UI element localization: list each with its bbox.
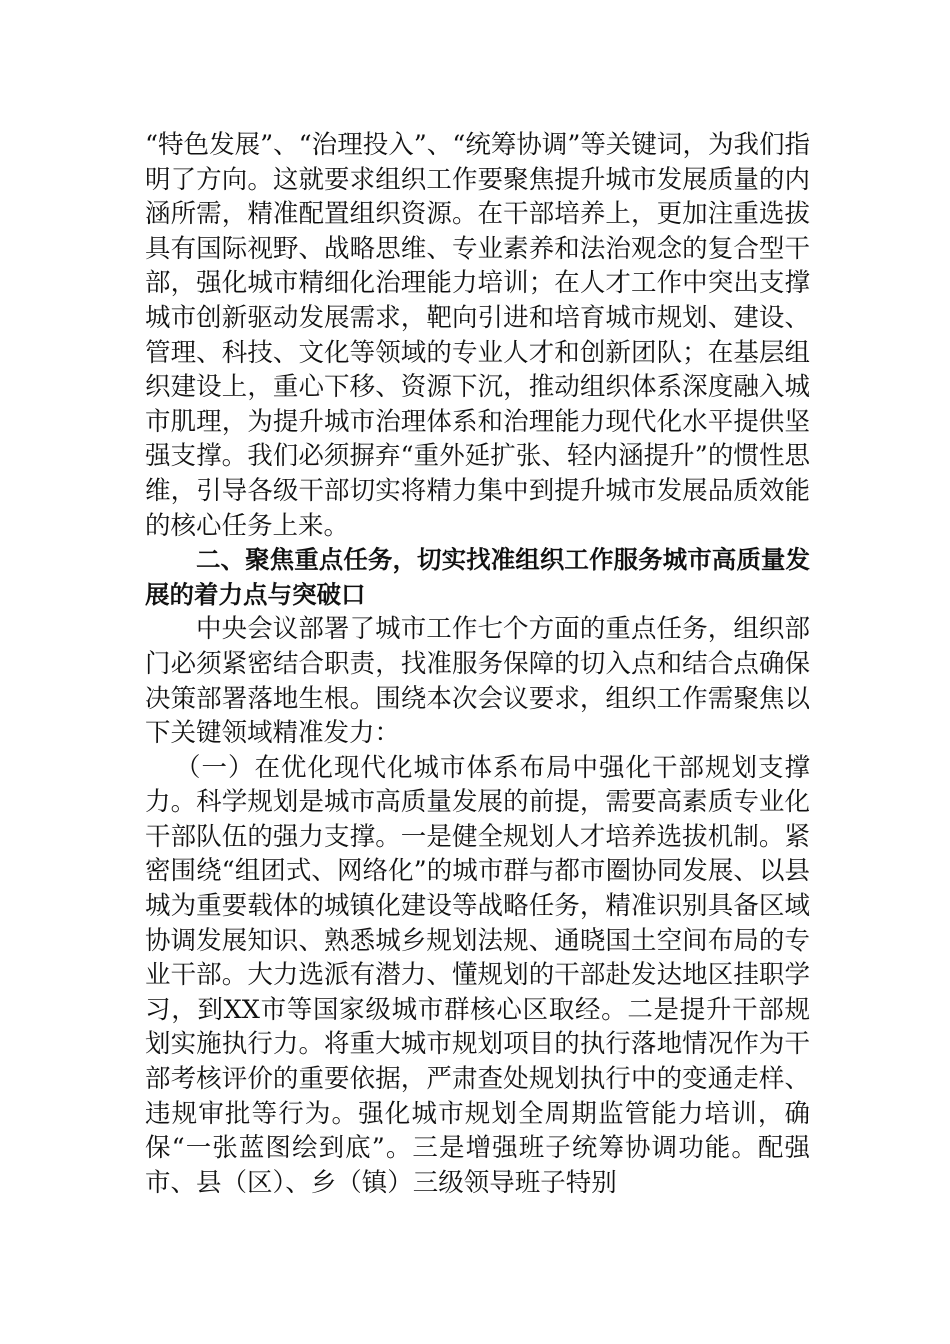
paragraph-subsection-one: （一）在优化现代化城市体系布局中强化干部规划支撑力。科学规划是城市高质量发展的前提，需要高素质专业化干部队伍的强力支撑。一是健全规划人才培养选拔机制。紧密围绕“组团式、网络化”的城市群与都市圈协同发展、以县城为重要载体的城镇化建设等战略任务，精准识别具备区域协调发展知识、熟悉城乡规划法规、通晓国土空间布局的专业干部。大力选派有潜力、懂规划的干部赴发达地区挂职学习，到XX市等国家级城市群核心区取经。二是提升干部规划实施执行力。将重大城市规划项目的执行落地情况作为干部考核评价的重要依据，严肃查处规划执行中的变通走样、违规审批等行为。强化城市规划全周期监管能力培训，确保“一张蓝图绘到底”。三是增强班子统筹协调功能。配强市、县（区）、乡（镇）三级领导班子特别 bbox=[145, 752, 810, 1198]
paragraph-central-meeting: 中央会议部署了城市工作七个方面的重点任务，组织部门必须紧密结合职责，找准服务保障的切入点和结合点确保决策部署落地生根。围绕本次会议要求，组织工作需聚焦以下关键领域精准发力： bbox=[145, 614, 810, 749]
document-body bbox=[145, 128, 810, 1200]
paragraph-keywords-direction: “特色发展”、“治理投入”、“统筹协调”等关键词，为我们指明了方向。这就要求组织工作要聚焦提升城市发展质量的内涵所需，精准配置组织资源。在干部培养上，更加注重选拔具有国际视野、战略思维、专业素养和法治观念的复合型干部，强化城市精细化治理能力培训；在人才工作中突出支撑城市创新驱动发展需求，靶向引进和培育城市规划、建设、管理、科技、文化等领域的专业人才和创新团队；在基层组织建设上，重心下移、资源下沉，推动组织体系深度融入城市肌理，为提升城市治理体系和治理能力现代化水平提供坚强支撑。我们必须摒弃“重外延扩张、轻内涵提升”的惯性思维，引导各级干部切实将精力集中到提升城市发展品质效能的核心任务上来。 bbox=[145, 130, 810, 541]
section-heading-two: 二、聚焦重点任务，切实找准组织工作服务城市高质量发展的着力点与突破口 bbox=[145, 545, 810, 609]
